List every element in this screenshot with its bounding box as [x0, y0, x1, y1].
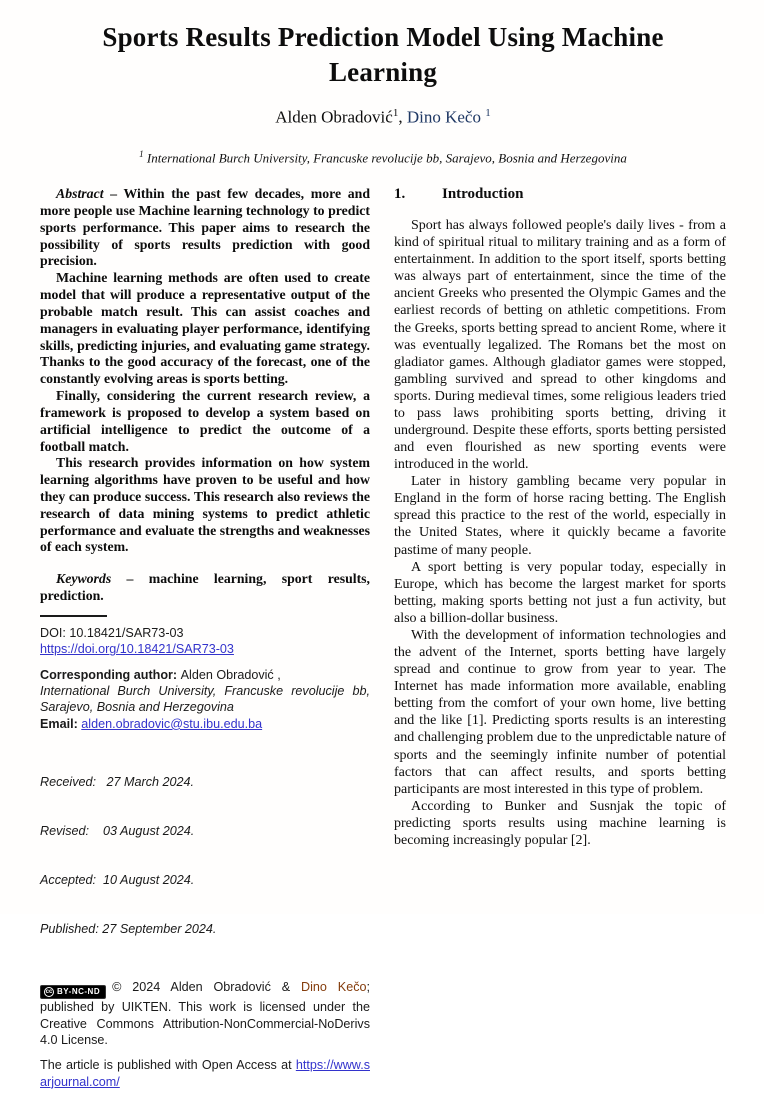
open-access-text: The article is published with Open Access at [40, 1058, 296, 1073]
corresponding-author-block [40, 667, 370, 732]
left-column [40, 186, 370, 1099]
cc-badge-label: BY-NC-ND [57, 986, 101, 996]
abstract-dash: – [103, 186, 124, 202]
abstract-paragraph-2: Machine learning methods are often used to create model that will produce a representative output of the probable match result. This can assist coaches and managers in evaluating player performance, identifying skills, predicting injuries, and evaluating game strategy. Thanks to the good accuracy of the forecast, one of the constantly evolving areas is sports betting. [40, 270, 370, 387]
keywords-text: machine learning, sport results, prediction. [40, 571, 370, 604]
doi-text: DOI: 10.18421/SAR73-03 [40, 625, 184, 640]
footnote-separator-rule [40, 615, 107, 617]
journal-link[interactable]: https://www.sarjournal.com/ [40, 1058, 370, 1089]
revised-date: Revised: 03 August 2024. [40, 823, 195, 838]
introduction-heading-text: Introduction [442, 186, 524, 203]
abstract-p1-text: Within the past few decades, more and more people use Machine learning technology to predict sports performance. This paper aims to research the possibility of sports results prediction with good precision. [40, 186, 370, 269]
article-meta [40, 625, 370, 1090]
doi-block [40, 625, 370, 658]
introduction-paragraph-2: Later in history gambling became very popular in England in the form of horse racing betting. The English spread this practice to the rest of the world, especially in the United States, where it quickly became a favorite pastime of many people. [394, 474, 726, 558]
affiliation-text: International Burch University, Francuske revolucije bb, Sarajevo, Bosnia and Herzegovina [143, 150, 627, 166]
affiliation-line [40, 149, 726, 166]
corresponding-author-affiliation: International Burch University, Francuske revolucije bb, Sarajevo, Bosnia and Herzegovina [40, 684, 370, 715]
affiliation-mark: 1 [139, 148, 144, 159]
introduction-heading-number: 1. [394, 186, 406, 203]
dates-block [40, 741, 370, 970]
author-secondary: Dino Kečo [406, 107, 481, 127]
abstract-paragraph-4: This research provides information on how system learning algorithms have proven to be useful and how they can produce success. This research also reviews the research of data mining systems to predict athletic performance and evaluate the strengths and weaknesses of each system. [40, 455, 370, 555]
received-date: Received: 27 March 2024. [40, 774, 195, 789]
authors-line [40, 107, 726, 128]
cc-icon: cc [45, 989, 53, 996]
license-text-before: © 2024 Alden Obradović & [112, 980, 302, 995]
email-label: Email: [40, 716, 82, 731]
abstract-section [40, 186, 370, 556]
abstract-label: Abstract [56, 186, 104, 202]
two-column-body [40, 186, 726, 1099]
published-date: Published: 27 September 2024. [40, 922, 217, 937]
accepted-date: Accepted: 10 August 2024. [40, 872, 195, 887]
abstract-paragraph-3: Finally, considering the current research review, a framework is proposed to develop a system based on artificial intelligence to predict the outcome of a football match. [40, 388, 370, 454]
introduction-paragraph-5: According to Bunker and Susnjak the topic of predicting sports results using machine learning is becoming increasingly popular [2]. [394, 798, 726, 848]
keywords-line [40, 571, 370, 605]
corresponding-author-line [40, 667, 370, 683]
authors-separator: , [398, 107, 407, 127]
author-primary: Alden Obradović [275, 107, 393, 127]
email-line [40, 716, 370, 732]
introduction-paragraph-3: A sport betting is very popular today, especially in Europe, which has become the largest market for sports betting, making sports betting not just a fun activity, but also a billion-dollar business. [394, 559, 726, 626]
doi-link[interactable]: https://doi.org/10.18421/SAR73-03 [40, 642, 234, 657]
paper-title: Sports Results Prediction Model Using Machine Learning [102, 22, 664, 87]
introduction-paragraph-1: Sport has always followed people's daily lives - from a kind of spiritual ritual to military training and as a form of entertainment. In addition to the sport itself, sports betting was always part of entertainment, since the time of the ancient Greeks who presented the Olympic Games and the earliest records of betting on athletic competitions. From the Greeks, sports betting spread to ancient Rome, where it was eventually legalized. The Romans bet the most on gladiator games. Although gladiator games were stopped, gambling survived and spread to other kingdoms and sports. During medieval times, some religious leaders tried to pass laws prohibiting sports betting, driving it underground. Despite these efforts, sports betting persisted and even flourished as new sporting events were introduced in the world. [394, 218, 726, 473]
corresponding-author-label: Corresponding author: [40, 667, 181, 682]
keywords-dash: – [111, 571, 149, 587]
license-coauthor-name: Dino Kečo [301, 980, 367, 995]
cc-by-nc-nd-badge [40, 985, 106, 999]
introduction-paragraph-4: With the development of information technologies and the advent of the Internet, sports betting have largely spread and continue to grow from year to year. The Internet has made information more available, enabling betting from the comfort of your own home, live betting and the like [1]. Predicting sports results is an interesting and challenging problem due to the unpredictable nature of sports and the seemingly infinite number of potential factors that can affect results, and sports betting participants are most interested in this type of problem. [394, 627, 726, 797]
license-paragraph [40, 979, 370, 1048]
author-secondary-affiliation-mark: 1 [485, 107, 491, 120]
right-column [394, 186, 726, 849]
introduction-heading [394, 186, 726, 203]
abstract-paragraph-1 [40, 186, 370, 270]
open-access-paragraph [40, 1057, 370, 1090]
corresponding-author-name: Alden Obradović , [180, 667, 281, 682]
keywords-label: Keywords [56, 571, 112, 587]
author-primary-affiliation-mark: 1 [392, 107, 399, 120]
license-text-after: ; published by UIKTEN. This work is licensed under the Creative Commons Attribution-NonCommercial-NoDerivs 4.0 License. [40, 980, 370, 1048]
email-link[interactable]: alden.obradovic@stu.ibu.edu.ba [81, 716, 263, 731]
